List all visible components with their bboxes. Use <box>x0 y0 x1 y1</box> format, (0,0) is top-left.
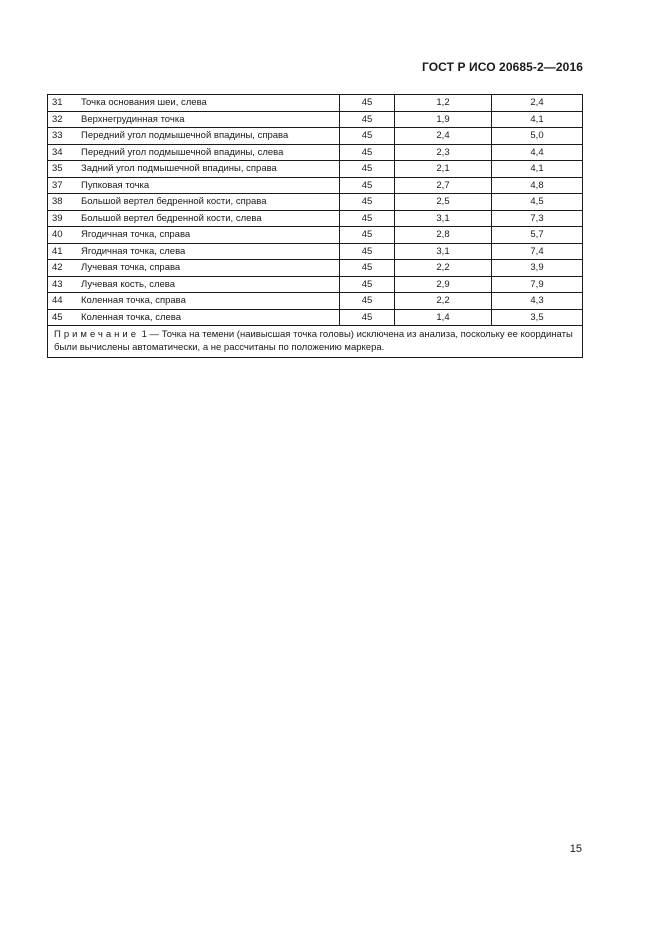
page-number: 15 <box>569 843 582 855</box>
row-value-count: 45 <box>340 111 395 128</box>
note-text: 1 — Точка на темени (наивысшая точка головы) исключена из анализа, поскольку ее координаты были вычислены автоматически, а не рассчитаны по положению маркера. <box>54 329 573 353</box>
row-number: 34 <box>48 144 74 161</box>
row-value-mean: 2,3 <box>395 144 492 161</box>
table-row <box>48 293 583 310</box>
row-number: 33 <box>48 128 74 145</box>
row-value-max: 7,3 <box>492 210 583 227</box>
note-label: Примечание <box>54 329 139 340</box>
row-point-name: Коленная точка, слева <box>73 309 340 326</box>
table-row <box>48 210 583 227</box>
row-value-count: 45 <box>340 260 395 277</box>
row-number: 32 <box>48 111 74 128</box>
row-point-name: Пупковая точка <box>73 177 340 194</box>
row-point-name: Ягодичная точка, слева <box>73 243 340 260</box>
table-row <box>48 260 583 277</box>
table-row <box>48 243 583 260</box>
row-value-mean: 1,2 <box>395 95 492 112</box>
table-body <box>48 95 583 358</box>
table-row <box>48 128 583 145</box>
row-value-count: 45 <box>340 161 395 178</box>
row-point-name: Ягодичная точка, справа <box>73 227 340 244</box>
row-point-name: Большой вертел бедренной кости, слева <box>73 210 340 227</box>
row-number: 40 <box>48 227 74 244</box>
row-number: 41 <box>48 243 74 260</box>
row-value-mean: 2,7 <box>395 177 492 194</box>
table-row <box>48 144 583 161</box>
row-value-max: 5,0 <box>492 128 583 145</box>
table-row <box>48 194 583 211</box>
row-value-max: 2,4 <box>492 95 583 112</box>
row-value-mean: 2,4 <box>395 128 492 145</box>
row-value-count: 45 <box>340 293 395 310</box>
row-number: 43 <box>48 276 74 293</box>
row-value-count: 45 <box>340 144 395 161</box>
row-value-mean: 2,2 <box>395 293 492 310</box>
row-value-max: 4,1 <box>492 161 583 178</box>
row-value-max: 7,4 <box>492 243 583 260</box>
row-value-mean: 2,9 <box>395 276 492 293</box>
table-note-row <box>48 326 583 358</box>
row-value-count: 45 <box>340 243 395 260</box>
row-value-max: 4,5 <box>492 194 583 211</box>
table-note <box>48 326 583 358</box>
row-value-count: 45 <box>340 177 395 194</box>
row-point-name: Точка основания шеи, слева <box>73 95 340 112</box>
row-value-count: 45 <box>340 309 395 326</box>
row-point-name: Лучевая кость, слева <box>73 276 340 293</box>
row-value-count: 45 <box>340 95 395 112</box>
table-row <box>48 309 583 326</box>
row-value-max: 4,8 <box>492 177 583 194</box>
row-number: 37 <box>48 177 74 194</box>
row-value-count: 45 <box>340 194 395 211</box>
row-value-mean: 2,5 <box>395 194 492 211</box>
table-row <box>48 177 583 194</box>
row-value-max: 4,4 <box>492 144 583 161</box>
row-value-mean: 2,2 <box>395 260 492 277</box>
row-value-max: 4,3 <box>492 293 583 310</box>
row-value-max: 4,1 <box>492 111 583 128</box>
row-value-mean: 1,9 <box>395 111 492 128</box>
row-number: 44 <box>48 293 74 310</box>
row-number: 38 <box>48 194 74 211</box>
row-number: 42 <box>48 260 74 277</box>
row-point-name: Задний угол подмышечной впадины, справа <box>73 161 340 178</box>
row-point-name: Коленная точка, справа <box>73 293 340 310</box>
row-value-max: 3,9 <box>492 260 583 277</box>
row-number: 31 <box>48 95 74 112</box>
row-point-name: Передний угол подмышечной впадины, справа <box>73 128 340 145</box>
row-value-max: 5,7 <box>492 227 583 244</box>
table-row <box>48 276 583 293</box>
table-row <box>48 161 583 178</box>
row-value-count: 45 <box>340 210 395 227</box>
row-number: 35 <box>48 161 74 178</box>
table-row <box>48 227 583 244</box>
row-value-mean: 3,1 <box>395 210 492 227</box>
row-number: 39 <box>48 210 74 227</box>
row-value-count: 45 <box>340 227 395 244</box>
table-row <box>48 95 583 112</box>
row-value-mean: 2,1 <box>395 161 492 178</box>
row-value-mean: 1,4 <box>395 309 492 326</box>
row-point-name: Большой вертел бедренной кости, справа <box>73 194 340 211</box>
row-value-max: 7,9 <box>492 276 583 293</box>
row-point-name: Лучевая точка, справа <box>73 260 340 277</box>
row-value-mean: 2,8 <box>395 227 492 244</box>
row-number: 45 <box>48 309 74 326</box>
row-point-name: Передний угол подмышечной впадины, слева <box>73 144 340 161</box>
row-point-name: Верхнегрудинная точка <box>73 111 340 128</box>
row-value-count: 45 <box>340 128 395 145</box>
table-row <box>48 111 583 128</box>
row-value-mean: 3,1 <box>395 243 492 260</box>
data-table <box>47 94 583 358</box>
document-standard-header: ГОСТ Р ИСО 20685-2—2016 <box>421 60 583 74</box>
row-value-count: 45 <box>340 276 395 293</box>
row-value-max: 3,5 <box>492 309 583 326</box>
